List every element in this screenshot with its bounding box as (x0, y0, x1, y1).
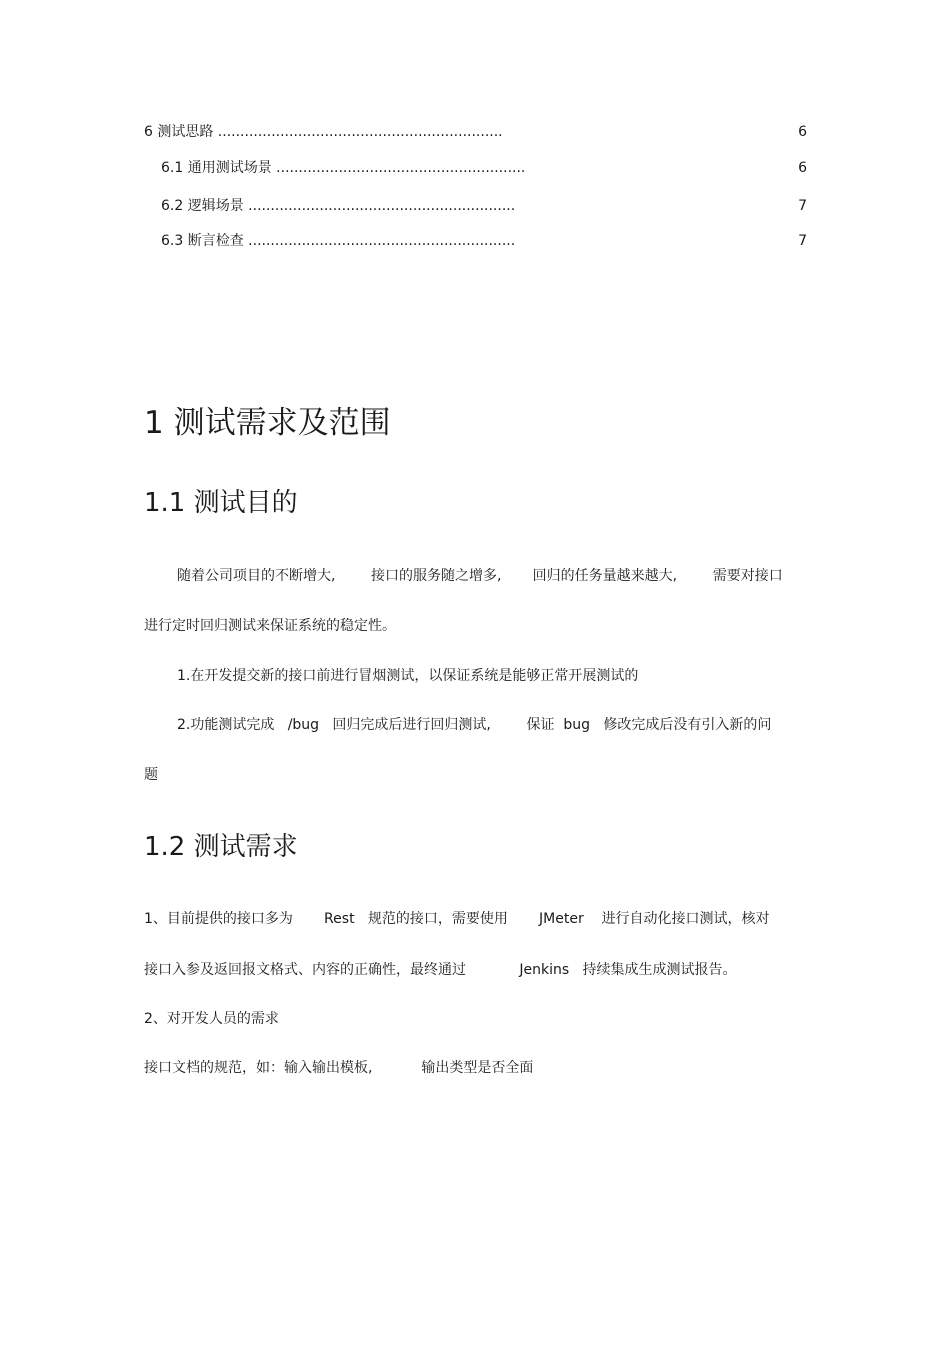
requirement-1-line-1: 1、目前提供的接口多为 Rest 规范的接口，需要使用 JMeter 进行自动化接口测试，核对 (144, 911, 770, 927)
requirement-2: 2、对开发人员的需求 (144, 1011, 279, 1027)
toc-entry-6-1-label[interactable]: 6.1 通用测试场景 ........................................................ (161, 160, 526, 176)
toc-entry-6-2-label[interactable]: 6.2 逻辑场景 ............................................................ (161, 198, 516, 214)
toc-entry-6-label[interactable]: 6 测试思路 ................................................................ (144, 124, 503, 140)
section-1-1-heading: 1.1 测试目的 (144, 488, 298, 518)
section-1-heading: 1 测试需求及范围 (144, 405, 391, 441)
purpose-item-2-line-1: 2.功能测试完成 /bug 回归完成后进行回归测试, 保证 bug 修改完成后没有引入新的问 (177, 717, 772, 733)
toc-entry-6-1-page: 6 (798, 160, 807, 176)
toc-entry-6-3-label[interactable]: 6.3 断言检查 ............................................................ (161, 233, 516, 249)
purpose-item-2-line-2: 题 (144, 767, 158, 783)
requirement-1-line-2: 接口入参及返回报文格式、内容的正确性，最终通过 Jenkins 持续集成生成测试报告。 (144, 962, 737, 978)
purpose-paragraph-line-1: 随着公司项目的不断增大, 接口的服务随之增多, 回归的任务量越来越大, 需要对接口 (177, 568, 783, 584)
requirement-2-detail: 接口文档的规范，如：输入输出模板, 输出类型是否全面 (144, 1060, 534, 1076)
toc-entry-6-page: 6 (798, 124, 807, 140)
toc-entry-6-2-page: 7 (798, 198, 807, 214)
section-1-2-heading: 1.2 测试需求 (144, 832, 298, 862)
purpose-paragraph-line-2: 进行定时回归测试来保证系统的稳定性。 (144, 618, 396, 634)
toc-entry-6-3-page: 7 (798, 233, 807, 249)
purpose-item-1: 1.在开发提交新的接口前进行冒烟测试，以保证系统是能够正常开展测试的 (177, 668, 639, 684)
